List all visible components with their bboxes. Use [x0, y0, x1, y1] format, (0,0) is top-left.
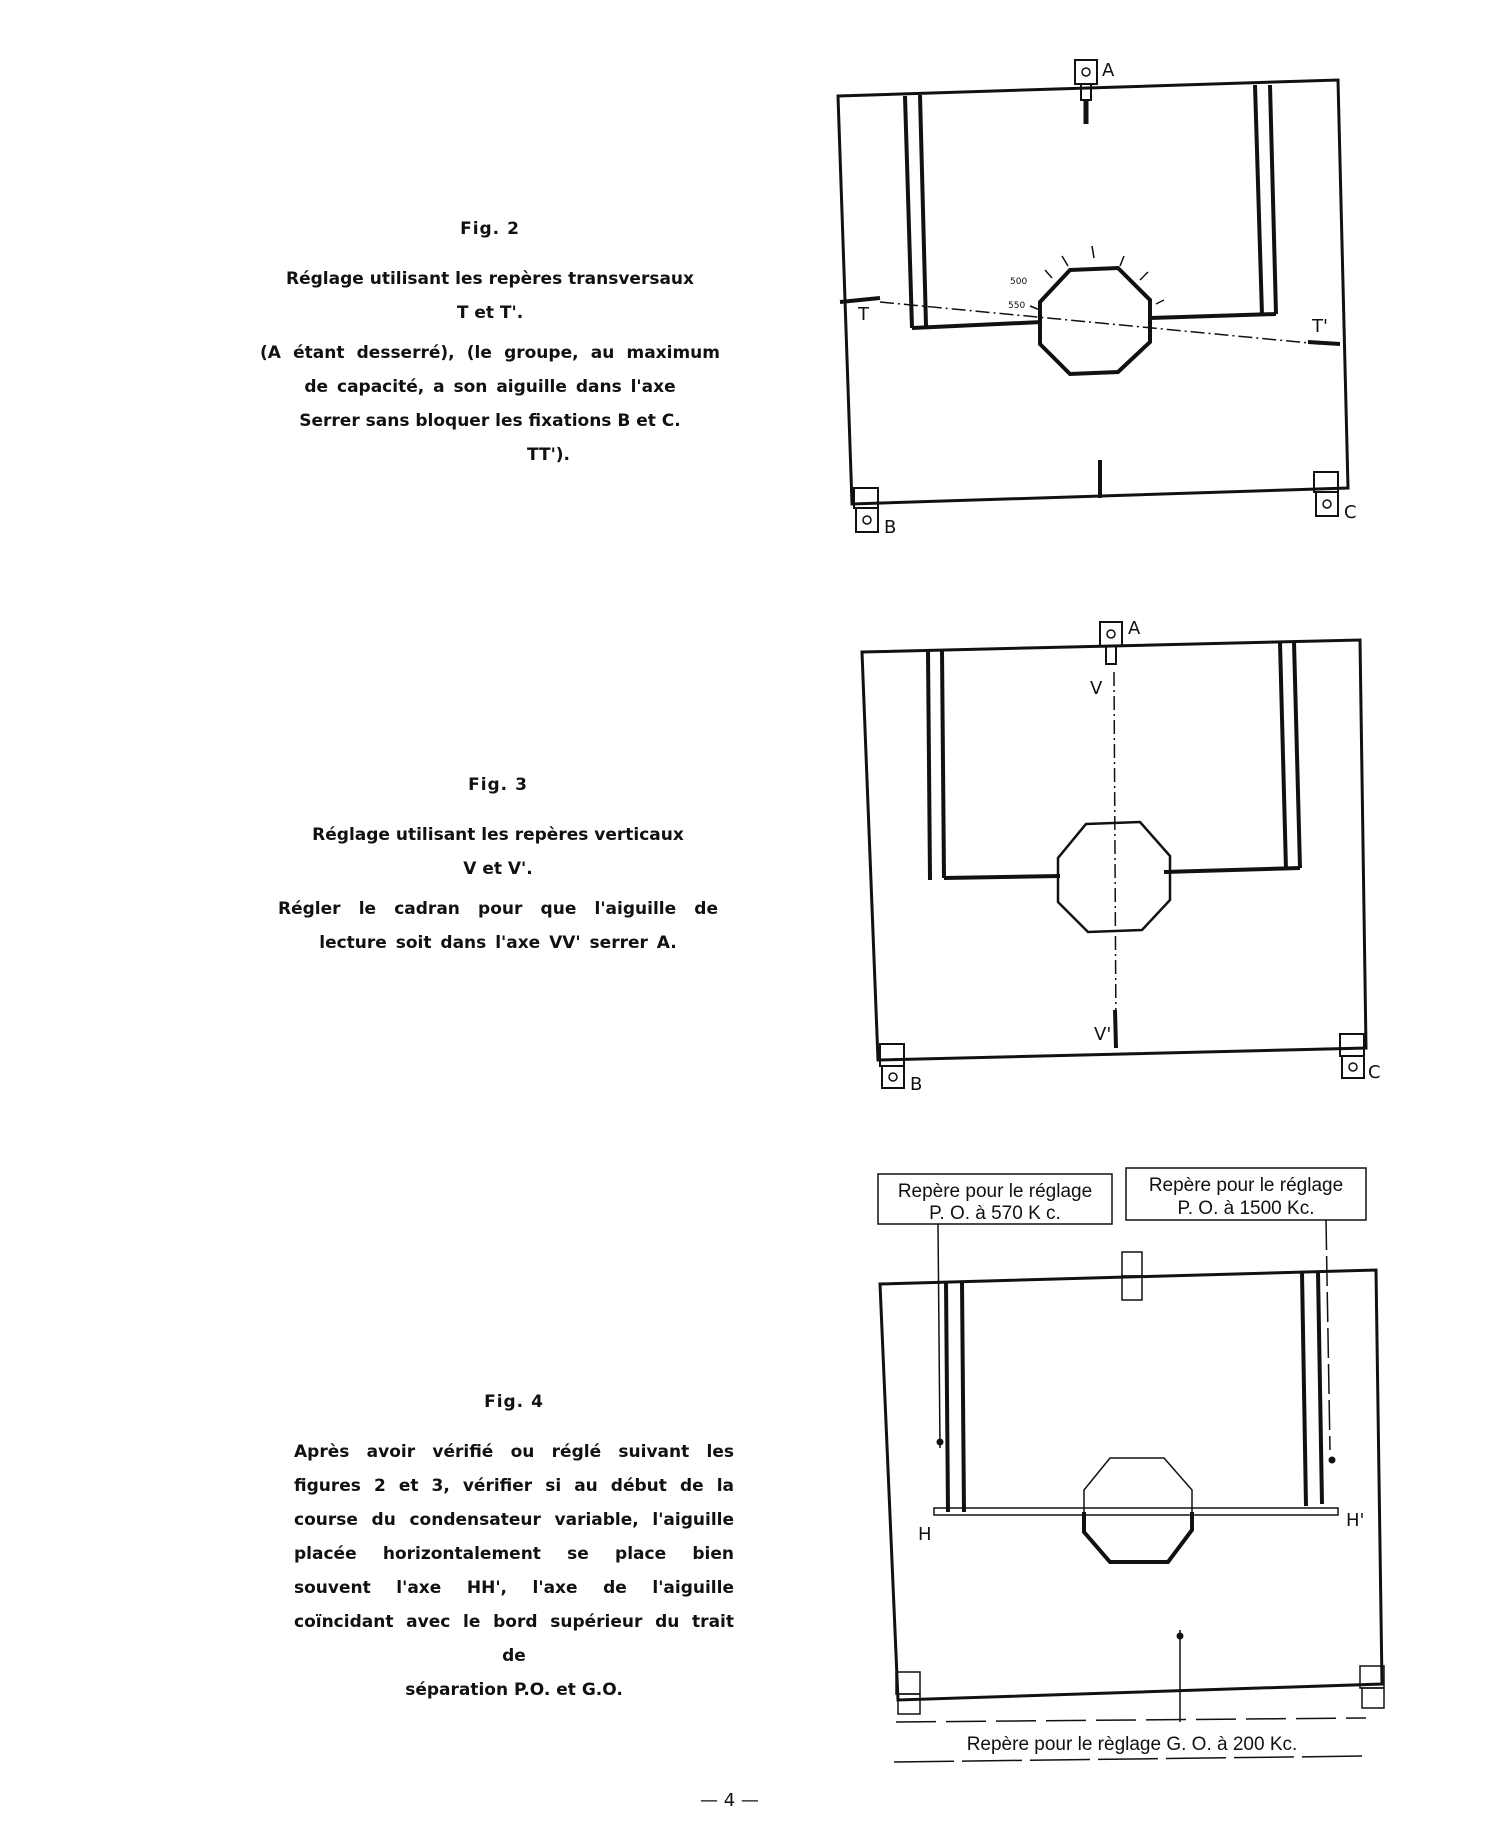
- fig3-label-a: A: [1128, 618, 1141, 639]
- fig4-bottom-label: Repère pour le règlage G. O. à 200 Kc.: [966, 1734, 1298, 1755]
- fig3-label-v: V: [1090, 678, 1103, 699]
- fig4-label-h-prime: H': [1346, 1510, 1365, 1531]
- fig4-octagon: [1084, 1458, 1192, 1562]
- fig2-line5: TT').: [526, 445, 570, 465]
- fig4-clamp-left: [896, 1672, 920, 1694]
- fig2-tick-500: 500: [1010, 277, 1028, 287]
- fig2-line2: T et T'.: [456, 303, 524, 323]
- fig2-title: Fig. 2: [460, 219, 520, 239]
- fig2-line1: Réglage utilisant les repères transversaux: [286, 269, 694, 289]
- fig3-label-b: B: [910, 1074, 923, 1095]
- fig2-clamp-a: [1075, 60, 1097, 84]
- fig3-label-v-prime: V': [1094, 1024, 1112, 1045]
- fig2-tick-550: 550: [1008, 301, 1026, 311]
- fig2-label-t: T: [858, 304, 869, 325]
- fig3-line2: V et V'.: [463, 859, 533, 879]
- fig4-needle-hh: [934, 1508, 1338, 1515]
- fig4-line2: séparation P.O. et G.O.: [405, 1680, 623, 1700]
- fig4-clamp-top: [1122, 1252, 1142, 1276]
- fig4-box-left-line2: P. O. à 570 K c.: [929, 1203, 1061, 1224]
- fig3-title: Fig. 3: [468, 775, 528, 795]
- fig2-label-a: A: [1102, 60, 1115, 81]
- fig3-line3: Régler le cadran pour que l'aiguille de lecture soit dans l'axe VV' serrer A.: [278, 899, 718, 953]
- fig4-line1: Après avoir vérifié ou réglé suivant les figures 2 et 3, vérifier si au début de la course du condensateur variable, l'aiguille placée horizontalement se place bien souvent l'axe HH', l'axe de l'aiguille coïncidant avec le bord supérieur du trait de: [294, 1442, 734, 1666]
- page-number: — 4 —: [700, 1790, 759, 1811]
- fig4-box-left-line1: Repère pour le réglage: [897, 1181, 1093, 1202]
- fig3-octagon: [1058, 822, 1170, 932]
- fig3-label-c: C: [1368, 1062, 1381, 1083]
- fig3-line1: Réglage utilisant les repères verticaux: [312, 825, 684, 845]
- fig4-title: Fig. 4: [484, 1392, 544, 1412]
- fig2-label-t-prime: T': [1312, 316, 1328, 337]
- fig3-diagram: [862, 622, 1366, 1088]
- fig3-clamp-c: [1340, 1034, 1364, 1056]
- fig4-diagram: [878, 1168, 1384, 1762]
- fig2-diagram: [838, 60, 1348, 532]
- fig4-box-right-line1: Repère pour le réglage: [1148, 1175, 1344, 1196]
- fig4-box-right-line2: P. O. à 1500 Kc.: [1177, 1198, 1315, 1219]
- fig3-clamp-b: [880, 1044, 904, 1066]
- fig2-octagon: [1040, 268, 1150, 374]
- fig2-label-b: B: [884, 517, 897, 538]
- fig4-label-h: H: [918, 1524, 932, 1545]
- fig3-clamp-a: [1100, 622, 1122, 646]
- fig2-line4: Serrer sans bloquer les fixations B et C.: [299, 411, 681, 431]
- fig2-label-c: C: [1344, 502, 1357, 523]
- fig2-line3: (A étant desserré), (le groupe, au maximum de capacité, a son aiguille dans l'axe: [260, 343, 720, 397]
